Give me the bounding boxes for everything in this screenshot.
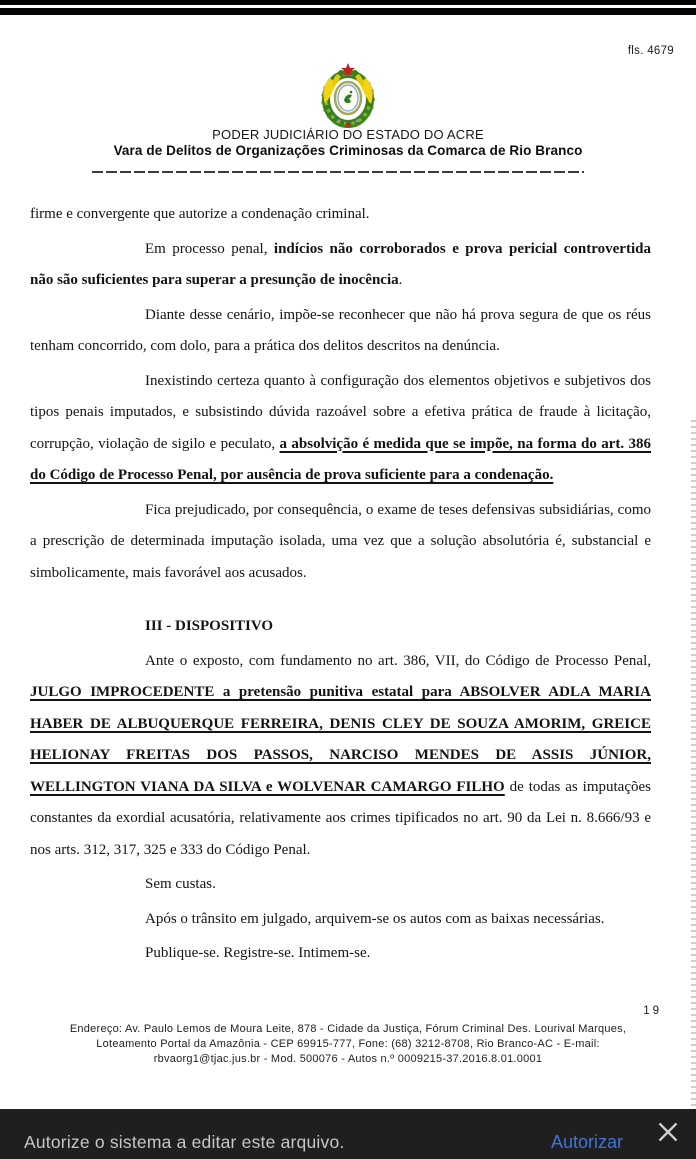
section-heading-dispositivo: III - DISPOSITIVO [145, 618, 274, 634]
header-divider [92, 171, 584, 173]
close-icon[interactable] [653, 1117, 683, 1147]
header-org-line: PODER JUDICIÁRIO DO ESTADO DO ACRE [212, 127, 484, 142]
paragraph-sem-custas: Sem custas. [145, 876, 216, 892]
paragraph-fica-prejudicado: Fica prejudicado, por consequência, o exame de teses defensivas subsidiárias, como a prescrição de determinada imputação isolada, uma vez que a solução absolutória é, substancial e simbolicamente, mais favorável aos acusados. [30, 501, 651, 581]
snackbar-message: Autorize o sistema a editar este arquivo. [24, 1132, 345, 1152]
footer-line-3: rbvaorg1@tjac.jus.br - Mod. 500076 - Autos n.º 0009215-37.2016.8.01.0001 [153, 1053, 543, 1065]
top-scan-bar-2 [0, 8, 696, 15]
paragraph-continuation: firme e convergente que autorize a condenação criminal. [30, 206, 370, 222]
paragraph-em-processo: Em processo penal, indícios não corroborados e prova pericial controvertida não são suficientes para superar a presunção de inocência. [30, 240, 651, 288]
footer-line-1: Endereço: Av. Paulo Lemos de Moura Leite, 878 - Cidade da Justiça, Fórum Criminal Des. Lourival Marques, [69, 1023, 627, 1035]
paragraph-ante-o-exposto: Ante o exposto, com fundamento no art. 386, VII, do Código de Processo Penal, JULGO IMPROCEDENTE a pretensão punitiva estatal para ABSOLVER ADLA MARIA HABER DE ALBUQUERQUE FERREIRA, DENIS CLEY DE SOUZA AMORIM, GREICE HELIONAY FREITAS DOS PASSOS, NARCISO MENDES DE ASSIS JÚNIOR, WELLINGTON VIANA DA SILVA e WOLVENAR CAMARGO FILHO de todas as imputações constantes da exordial acusatória, relativamente aos crimes tipificados no art. 90 da Lei n. 8.666/93 e nos arts. 312, 317, 325 e 333 do Código Penal. [30, 652, 651, 858]
footer-line-2: Loteamento Portal da Amazônia - CEP 69915-777, Fone: (68) 3212-8708, Rio Branco-AC - E-mail: [96, 1038, 600, 1050]
folio-number: fls. 4679 [627, 45, 674, 57]
document-footer [48, 1022, 648, 1067]
paragraph-publique-se: Publique-se. Registre-se. Intimem-se. [145, 945, 371, 961]
document-body [30, 199, 651, 970]
header-court-line: Vara de Delitos de Organizações Criminosas da Comarca de Rio Branco [113, 143, 583, 158]
edit-permission-snackbar [0, 1109, 696, 1159]
paragraph-inexistindo: Inexistindo certeza quanto à configuração dos elementos objetivos e subjetivos dos tipos penais imputados, e subsistindo dúvida razoável sobre a efetiva prática de fraude à licitação, corrupção, violação de sigilo e peculato, a absolvição é medida que se impõe, na forma do art. 386 do Código de Processo Penal, por ausência de prova suficiente para a condenação. [30, 372, 651, 483]
paragraph-apos-transito: Após o trânsito em julgado, arquivem-se os autos com as baixas necessárias. [145, 910, 605, 927]
right-edge-signature-marks [691, 420, 696, 1120]
authorize-button[interactable]: Autorizar [550, 1132, 623, 1152]
paragraph-diante: Diante desse cenário, impõe-se reconhecer que não há prova segura de que os réus tenham concorrido, com dolo, para a prática dos delitos descritos na denúncia. [30, 306, 651, 354]
page-number: 19 [643, 1005, 662, 1017]
acre-coat-of-arms-icon [317, 63, 379, 134]
top-scan-bar-1 [0, 0, 696, 5]
